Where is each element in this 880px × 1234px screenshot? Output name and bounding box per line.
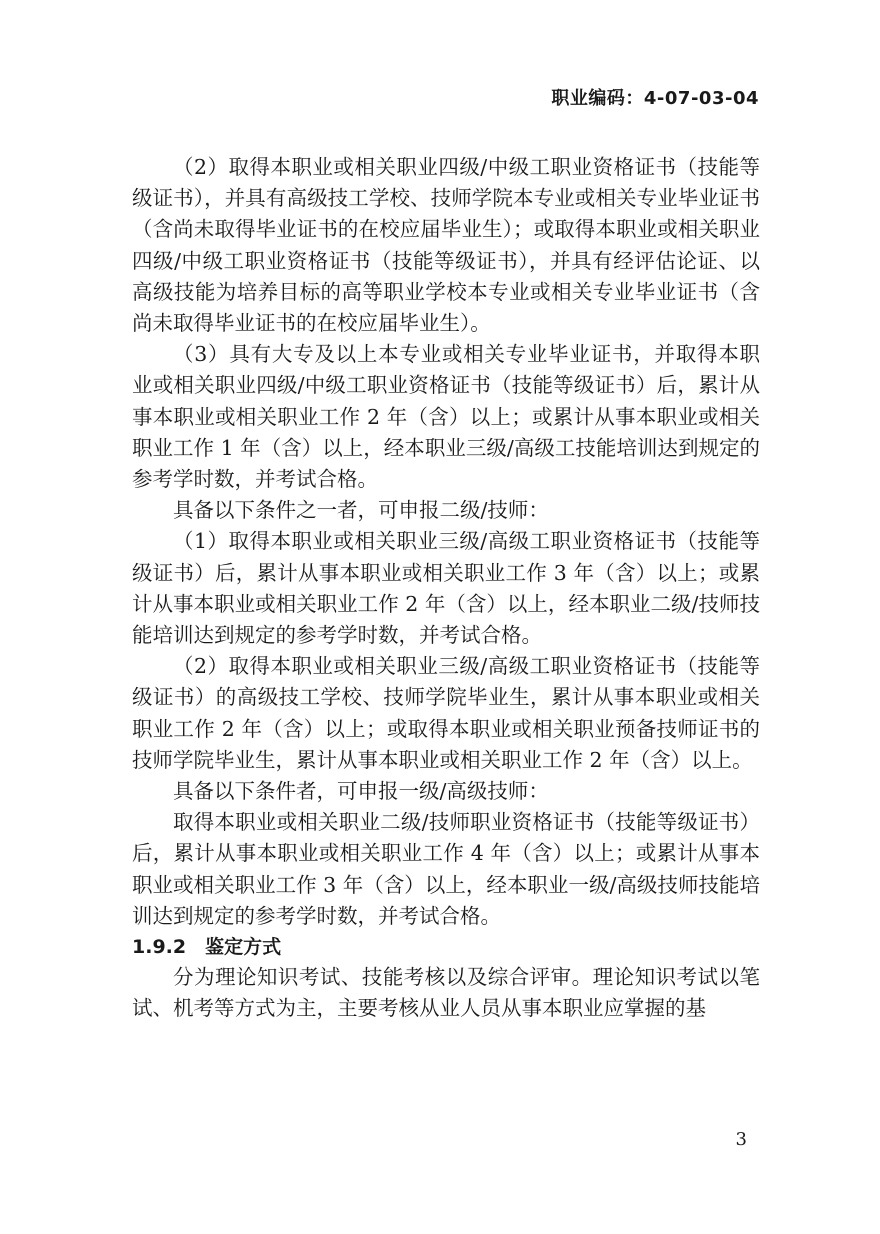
- paragraph-level3-condition-3: （3）具有大专及以上本专业或相关专业毕业证书，并取得本职业或相关职业四级/中级工职业资格证书（技能等级证书）后，累计从事本职业或相关职业工作 2 年（含）以上；或累计从事本职业或相关职业工作 1 年（含）以上，经本职业三级/高级工技能培训达到规定的参考学时数，并考试合格。: [132, 342, 760, 492]
- paragraph-level2-condition-2: （2）取得本职业或相关职业三级/高级工职业资格证书（技能等级证书）的高级技工学校、技师学院毕业生，累计从事本职业或相关职业工作 2 年（含）以上；或取得本职业或相关职业预备技师证书的技师学院毕业生，累计从事本职业或相关职业工作 2 年（含）以上。: [132, 654, 760, 772]
- occupation-code-header: 职业编码：4-07-03-04: [551, 88, 759, 109]
- section-heading-assessment-method: 1.9.2 鉴定方式: [132, 936, 282, 959]
- paragraph-level2-intro: 具备以下条件之一者，可申报二级/技师：: [173, 498, 549, 523]
- paragraph-level1-condition: 取得本职业或相关职业二级/技师职业资格证书（技能等级证书）后，累计从事本职业或相关职业工作 4 年（含）以上；或累计从事本职业或相关职业工作 3 年（含）以上，经本职业一级/高级技师技能培训达到规定的参考学时数，并考试合格。: [132, 810, 760, 928]
- paragraph-level2-condition-1: （1）取得本职业或相关职业三级/高级工职业资格证书（技能等级证书）后，累计从事本职业或相关职业工作 3 年（含）以上；或累计从事本职业或相关职业工作 2 年（含）以上，经本职业二级/技师技能培训达到规定的参考学时数，并考试合格。: [132, 529, 760, 648]
- paragraph-level1-intro: 具备以下条件者，可申报一级/高级技师：: [173, 779, 549, 804]
- document-body: [132, 152, 760, 1024]
- paragraph-assessment-method: 分为理论知识考试、技能考核以及综合评审。理论知识考试以笔试、机考等方式为主，主要考核从业人员从事本职业应掌握的基: [132, 965, 760, 1021]
- paragraph-level3-condition-2: （2）取得本职业或相关职业四级/中级工职业资格证书（技能等级证书），并具有高级技工学校、技师学院本专业或相关专业毕业证书（含尚未取得毕业证书的在校应届毕业生）；或取得本职业或相关职业四级/中级工职业资格证书（技能等级证书），并具有经评估论证、以高级技能为培养目标的高等职业学校本专业或相关专业毕业证书（含尚未取得毕业证书的在校应届毕业生）。: [132, 155, 760, 336]
- page-number: 3: [735, 1129, 747, 1150]
